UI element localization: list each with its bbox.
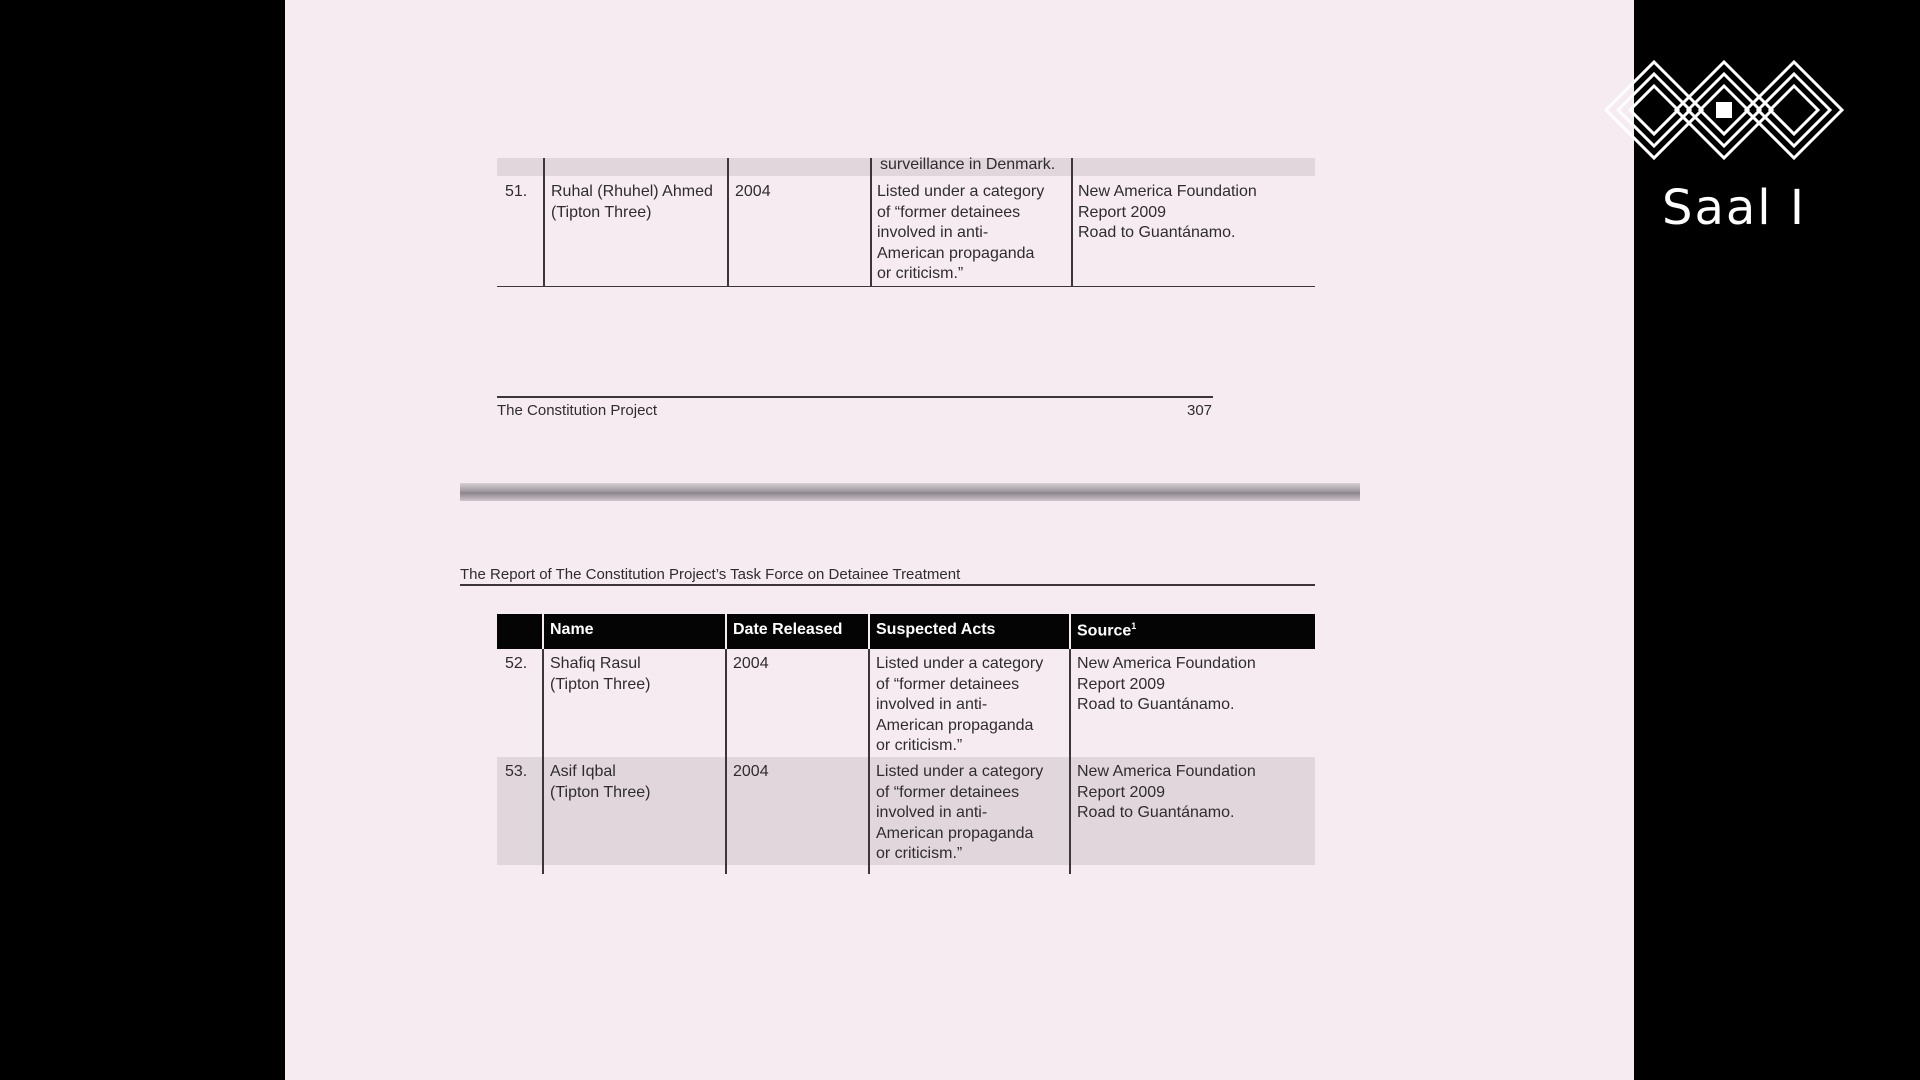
name-line-2: (Tipton Three) xyxy=(550,783,651,801)
acts-line: Listed under a category xyxy=(876,655,1044,672)
header-rule xyxy=(460,584,1315,586)
date-released: 2004 xyxy=(733,655,769,672)
source-line: Report 2009 xyxy=(1078,203,1167,221)
date-released: 2004 xyxy=(735,183,771,200)
acts-line: Listed under a category xyxy=(876,763,1044,780)
table-row xyxy=(497,649,1315,757)
source-line: New America Foundation xyxy=(1077,763,1256,780)
acts-line: American propaganda xyxy=(877,244,1035,262)
column-header-acts: Suspected Acts xyxy=(876,621,996,638)
name-line-1: Ruhal (Rhuhel) Ahmed xyxy=(551,183,713,200)
acts-line: or criticism.” xyxy=(877,265,964,282)
conference-logo-icon xyxy=(1596,50,1852,170)
acts-line: involved in anti- xyxy=(876,696,988,713)
suspected-acts xyxy=(876,762,1043,865)
column-header-name: Name xyxy=(550,621,594,638)
source-line: New America Foundation xyxy=(1077,655,1256,672)
table-row-fragment xyxy=(497,158,1315,176)
source-line: Road to Guantánamo. xyxy=(1078,224,1236,241)
detainee-name xyxy=(551,182,713,223)
acts-line: Listed under a category xyxy=(877,183,1045,200)
name-line-1: Shafiq Rasul xyxy=(550,655,641,672)
page-number: 307 xyxy=(1187,402,1213,419)
page-separator xyxy=(460,483,1360,501)
source xyxy=(1078,182,1257,244)
acts-line: American propaganda xyxy=(876,824,1034,842)
row-number: 53. xyxy=(505,763,528,780)
name-line-2: (Tipton Three) xyxy=(551,203,652,221)
footer-title: The Constitution Project xyxy=(497,402,658,419)
name-line-1: Asif Iqbal xyxy=(550,763,616,780)
acts-line: or criticism.” xyxy=(876,845,963,862)
acts-line: of “former detainees xyxy=(876,783,1020,801)
column-header-source xyxy=(1077,621,1136,640)
column-header-date: Date Released xyxy=(733,621,843,638)
source xyxy=(1077,654,1256,716)
acts-line: of “former detainees xyxy=(876,675,1020,693)
acts-line: American propaganda xyxy=(876,716,1034,734)
table-row xyxy=(497,757,1315,865)
row-number: 52. xyxy=(505,655,528,672)
source-line: Road to Guantánamo. xyxy=(1077,696,1235,713)
acts-line: involved in anti- xyxy=(876,804,988,821)
source-line: Road to Guantánamo. xyxy=(1077,804,1235,821)
suspected-acts xyxy=(877,182,1044,285)
row-number: 51. xyxy=(505,183,528,200)
source-line: Report 2009 xyxy=(1077,783,1166,801)
source-line: Report 2009 xyxy=(1077,675,1166,693)
source xyxy=(1077,762,1256,824)
running-header: The Report of The Constitution Project’s Task Force on Detainee Treatment xyxy=(460,566,961,583)
room-label: Saal I xyxy=(1662,180,1807,236)
suspected-acts xyxy=(876,654,1043,757)
document-page xyxy=(285,0,1634,1080)
detainee-name xyxy=(550,762,650,803)
source-header-label: Source xyxy=(1077,622,1132,640)
date-released: 2004 xyxy=(733,763,769,780)
table-header xyxy=(497,614,1315,649)
suspected-acts-tail: surveillance in Denmark. xyxy=(880,156,1056,173)
detainee-name xyxy=(550,654,650,695)
acts-line: involved in anti- xyxy=(877,224,989,241)
acts-line: or criticism.” xyxy=(876,737,963,754)
source-footnote-marker: 1 xyxy=(1131,621,1137,631)
footer-rule xyxy=(497,396,1213,398)
acts-line: of “former detainees xyxy=(877,203,1021,221)
table-row xyxy=(497,176,1315,287)
source-line: New America Foundation xyxy=(1078,183,1257,200)
table-body xyxy=(497,649,1315,874)
name-line-2: (Tipton Three) xyxy=(550,675,651,693)
